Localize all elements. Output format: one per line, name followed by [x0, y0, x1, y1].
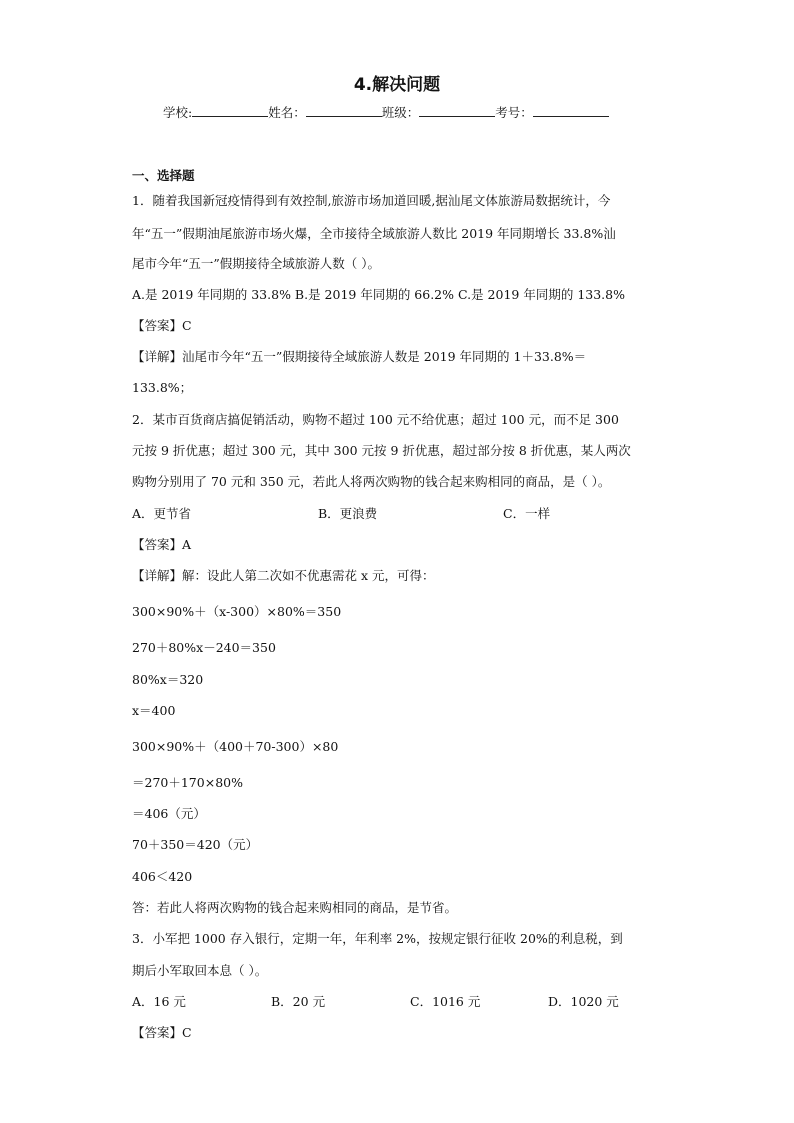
- q2-step: ＝270＋170×80%: [132, 775, 243, 790]
- q2-step: 300×90%＋（x-300）×80%＝350: [132, 604, 342, 619]
- q2-detail: 【详解】解：设此人第二次如不优惠需花 x 元，可得：: [132, 568, 435, 583]
- q2-step: x＝400: [132, 703, 176, 718]
- q3-option-b: B．20 元: [271, 994, 326, 1009]
- exam-no-label: 考号：: [495, 105, 533, 120]
- section-heading: 一、选择题: [132, 168, 195, 183]
- q3-answer: 【答案】C: [132, 1025, 192, 1040]
- q3-option-c: C．1016 元: [410, 994, 481, 1009]
- exam-no-blank[interactable]: [533, 103, 609, 117]
- q2-text-line-2: 元按 9 折优惠；超过 300 元，其中 300 元按 9 折优惠，超过部分按 8 折优惠，某人两次: [132, 443, 631, 458]
- q2-conclusion: 答：若此人将两次购物的钱合起来购相同的商品，是节省。: [132, 900, 458, 915]
- q2-option-c: C．一样: [503, 506, 551, 521]
- q2-step: 70＋350＝420（元）: [132, 837, 259, 852]
- q2-step: ＝406（元）: [132, 806, 206, 821]
- student-info-line: [163, 103, 609, 121]
- school-label: 学校:: [163, 105, 193, 120]
- q1-detail-line-2: 133.8%；: [132, 380, 193, 395]
- q2-option-b: B．更浪费: [318, 506, 378, 521]
- class-blank[interactable]: [419, 103, 495, 117]
- q2-step: 300×90%＋（400＋70-300）×80: [132, 739, 339, 754]
- q1-answer: 【答案】C: [132, 318, 192, 333]
- q2-text-line-1: 2．某市百货商店搞促销活动，购物不超过 100 元不给优惠；超过 100 元，而不足 300: [132, 412, 619, 427]
- page-title: 4.解决问题: [353, 75, 441, 95]
- q3-text-line-2: 期后小军取回本息（ ）。: [132, 963, 268, 978]
- q1-text-line-1: 1．随着我国新冠疫情得到有效控制,旅游市场加道回暖,据汕尾文体旅游局数据统计，今: [132, 193, 611, 208]
- q1-options: A.是 2019 年同期的 33.8% B.是 2019 年同期的 66.2% C.是 2019 年同期的 133.8%: [132, 287, 625, 302]
- class-label: 班级：: [381, 105, 420, 120]
- q2-text-line-3: 购物分别用了 70 元和 350 元，若此人将两次购物的钱合起来购相同的商品，是（ ）。: [132, 474, 611, 489]
- q2-answer: 【答案】A: [132, 537, 192, 552]
- q3-option-a: A．16 元: [132, 994, 186, 1009]
- school-blank[interactable]: [192, 103, 268, 117]
- q2-step: 270＋80%x－240＝350: [132, 640, 276, 655]
- name-label: 姓名：: [268, 105, 306, 120]
- q1-text-line-3: 尾市今年“五一”假期接待全域旅游人数（ ）。: [132, 256, 381, 271]
- q2-step: 406＜420: [132, 869, 193, 884]
- q2-option-a: A．更节省: [132, 506, 192, 521]
- name-blank[interactable]: [306, 103, 382, 117]
- q1-text-line-2: 年“五一”假期油尾旅游市场火爆，全市接待全域旅游人数比 2019 年同期增长 33.8%汕: [132, 226, 616, 241]
- q3-text-line-1: 3．小军把 1000 存入银行，定期一年，年利率 2%，按规定银行征收 20%的利息税，到: [132, 931, 623, 946]
- q3-option-d: D．1020 元: [548, 994, 619, 1009]
- q1-detail-line-1: 【详解】汕尾市今年“五一”假期接待全域旅游人数是 2019 年同期的 1＋33.8%＝: [132, 349, 587, 364]
- q2-step: 80%x＝320: [132, 672, 204, 687]
